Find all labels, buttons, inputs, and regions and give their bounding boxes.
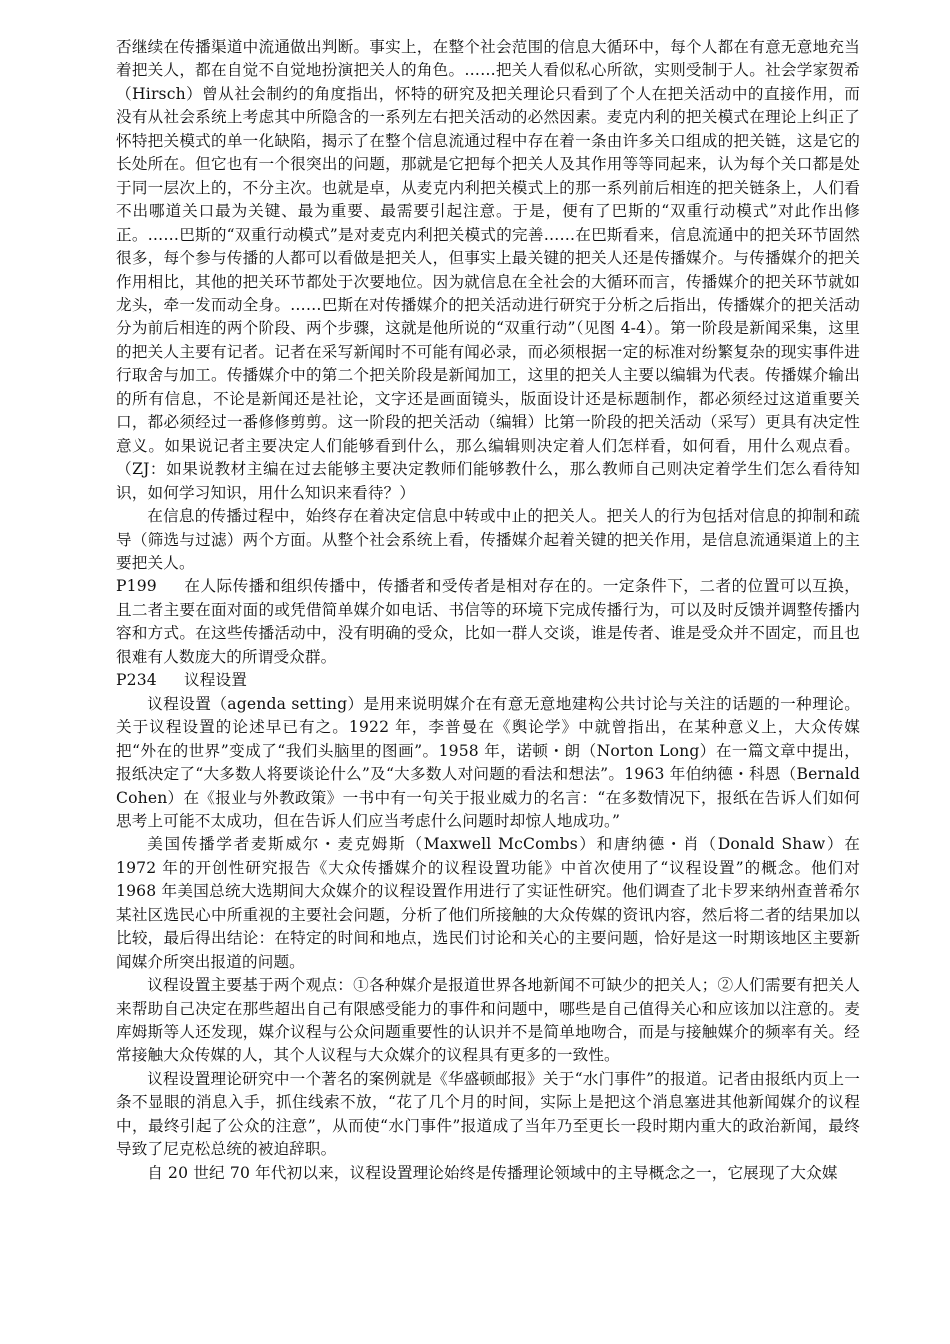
paragraph-mccombs-shaw: 美国传播学者麦斯威尔・麦克姆斯（Maxwell McCombs）和唐纳德・肖（Donald Shaw）在 1972 年的开创性研究报告《大众传播媒介的议程设置功能》中首次使用了“议程设置”的概念。他们对 1968 年美国总统大选期间大众媒介的议程设置作用进行了实证性研究。他们调查了北卡罗来纳州查普希尔某社区选民心中所重视的主要社会问题，分析了他们所接触的大众传媒的资讯内容，然后将二者的结果加以比较，最后得出结论：在特定的时间和地点，选民们讨论和关心的主要问题，恰好是这一时期该地区主要新闻媒介所突出报道的问题。 bbox=[116, 835, 860, 971]
paragraph-agenda-definition: 议程设置（agenda setting）是用来说明媒介在有意无意地建构公共讨论与关注的话题的一种理论。关于议程设置的论述早已有之。1922 年，李普曼在《舆论学》中就曾指出，在某种意义上，大众传媒把“外在的世界”变成了“我们头脑里的图画”。1958 年，诺顿・朗（Norton Long）在一篇文章中提出，报纸决定了“大多数人将要谈论什么”及“大多数人对问题的看法和想法”。1963 年伯纳德・科恩（Bernald Cohen）在《报业与外教政策》一书中有一句关于报业威力的名言：“在多数情况下，报纸在告诉人们如何思考上可能不太成功，但在告诉人们应当考虑什么问题时却惊人地成功。” bbox=[116, 694, 860, 830]
section-title: 议程设置 bbox=[184, 671, 247, 690]
paragraph-p199 bbox=[116, 575, 860, 669]
paragraph-p199-text: 在人际传播和组织传播中，传播者和受传者是相对存在的。一定条件下，二者的位置可以互换，且二者主要在面对面的或凭借简单媒介如电话、书信等的环境下完成传播行为，可以及时反馈并调整传播内容和方式。在这些传播活动中，没有明确的受众，比如一群人交谈，谁是传者、谁是受众并不固定，而且也很难有人数庞大的所谓受众群。 bbox=[116, 577, 860, 666]
paragraph-gatekeeper-summary: 在信息的传播过程中，始终存在着决定信息中转或中止的把关人。把关人的行为包括对信息的抑制和疏导（筛选与过滤）两个方面。从整个社会系统上看，传播媒介起着关键的把关作用，是信息流通渠道上的主要把关人。 bbox=[116, 507, 860, 572]
section-heading-agenda-setting bbox=[116, 669, 860, 692]
page-reference-p199: P199 bbox=[116, 577, 157, 596]
page-reference-p234: P234 bbox=[116, 671, 157, 690]
paragraph-since-1970s: 自 20 世纪 70 年代初以来，议程设置理论始终是传播理论领域中的主导概念之一，它展现了大众媒 bbox=[147, 1163, 838, 1182]
paragraph-two-views: 议程设置主要基于两个观点：①各种媒介是报道世界各地新闻不可缺少的把关人；②人们需要有把关人来帮助自己决定在那些超出自己有限感受能力的事件和问题中，哪些是自己值得关心和应该加以注意的。麦库姆斯等人还发现，媒介议程与公众问题重要性的认识并不是简单地吻合，而是与接触媒介的频率有关。经常接触大众传媒的人，其个人议程与大众媒介的议程具有更多的一致性。 bbox=[116, 976, 860, 1065]
document-page bbox=[116, 36, 860, 1185]
paragraph-gatekeeper-continued: 否继续在传播渠道中流通做出判断。事实上，在整个社会范围的信息大循环中，每个人都在有意无意地充当着把关人，都在自觉不自觉地扮演把关人的角色。……把关人看似私心所欲，实则受制于人。社会学家贺希（Hirsch）曾从社会制约的角度指出，怀特的研究及把关理论只看到了个人在把关活动中的直接作用，而没有从社会系统上考虑其中所隐含的一系列左右把关活动的必然因素。麦克内利的把关模式在理论上纠正了怀特把关模式的单一化缺陷，揭示了在整个信息流通过程中存在着一条由许多关口组成的把关链，这是它的长处所在。但它也有一个很突出的问题，那就是它把每个把关人及其作用等等同起来，认为每个关口都是处于同一层次上的，不分主次。也就是卓，从麦克内利把关模式上的那一系列前后相连的把关链条上，人们看不出哪道关口最为关键、最为重要、最需要引起注意。于是，便有了巴斯的“双重行动模式”对此作出修正。……巴斯的“双重行动模式”是对麦克内利把关模式的完善……在巴斯看来，信息流通中的把关环节固然很多，每个参与传播的人都可以看做是把关人，但事实上最关键的把关人还是传播媒介。与传播媒介的把关作用相比，其他的把关环节都处于次要地位。因为就信息在全社会的大循环而言，传播媒介的把关环节就如龙头，牵一发而动全身。……巴斯在对传播媒介的把关活动进行研究于分析之后指出，传播媒介的把关活动分为前后相连的两个阶段、两个步骤，这就是他所说的“双重行动”（见图 4-4）。第一阶段是新闻采集，这里的把关人主要有记者。记者在采写新闻时不可能有闻必录，而必须根据一定的标准对纷繁复杂的现实事件进行取舍与加工。传播媒介中的第二个把关阶段是新闻加工，这里的把关人主要以编辑为代表。传播媒介输出的所有信息，不论是新闻还是社论，文字还是画面镜头，版面设计还是标题制作，都必须经过这道重要关口，都必须经过一番修修剪剪。这一阶段的把关活动（编辑）比第一阶段的把关活动（采写）更具有决定性意义。如果说记者主要决定人们能够看到什么，那么编辑则决定着人们怎样看，如何看，用什么观点看。（ZJ：如果说教材主编在过去能够主要决定教师们能够教什么，那么教师自己则决定着学生们怎么看待知识，如何学习知识，用什么知识来看待？） bbox=[116, 38, 860, 502]
paragraph-watergate: 议程设置理论研究中一个著名的案例就是《华盛顿邮报》关于“水门事件”的报道。记者由报纸内页上一条不显眼的消息入手，抓住线索不放，“花了几个月的时间，实际上是把这个消息塞进其他新闻媒介的议程中，最终引起了公众的注意”，从而使“水门事件”报道成了当年乃至更长一段时期内重大的政治新闻，最终导致了尼克松总统的被迫辞职。 bbox=[116, 1069, 860, 1159]
